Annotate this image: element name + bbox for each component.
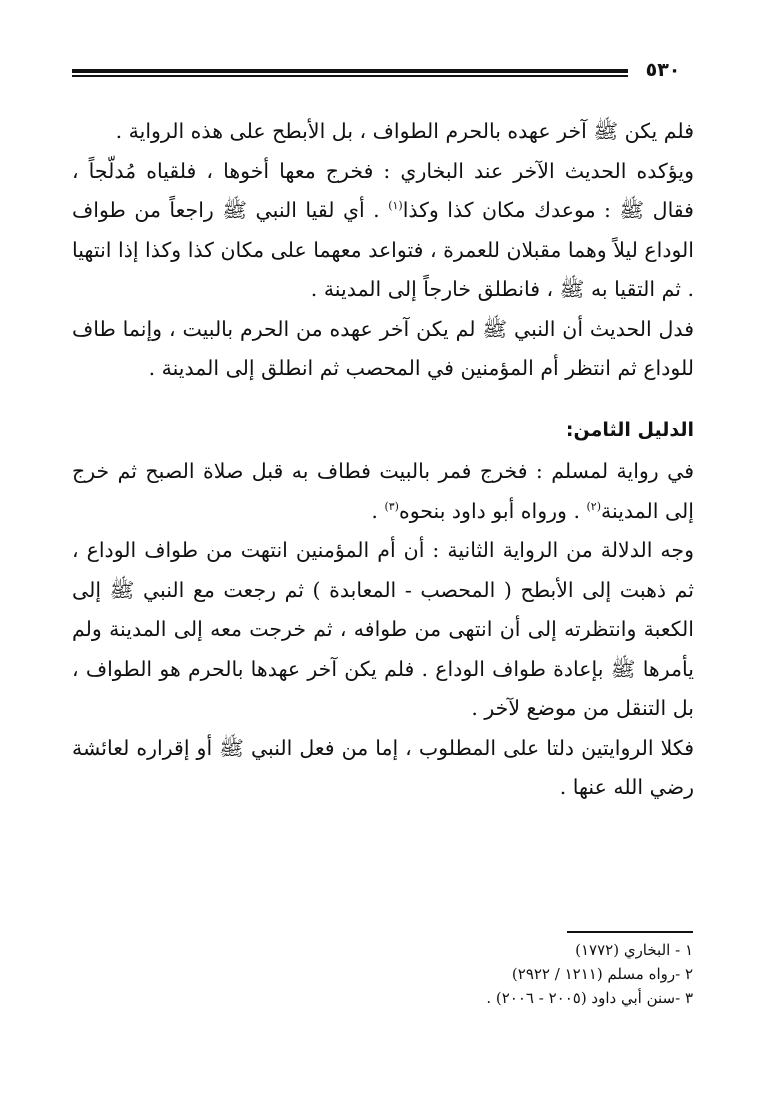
footnote: ١ - البخاري (١٧٧٢) bbox=[575, 941, 693, 959]
paragraph bbox=[72, 152, 694, 310]
paragraph-text: . أي لقيا النبي ﷺ راجعاً من طواف الوداع ليلاً وهما مقبلان للعمرة ، فتواعد معهما على مكان كذا وكذا إذا انتهيا . ثم التقيا به ﷺ ، فانطلق خارجاً إلى المدينة . bbox=[72, 198, 694, 301]
footnote: ٣ -سنن أبي داود (٢٠٠٥ - ٢٠٠٦) . bbox=[486, 989, 693, 1007]
paragraph-text: . ورواه أبو داود بنحوه bbox=[398, 498, 587, 523]
footnote-ref[interactable]: (٢) bbox=[586, 499, 602, 513]
paragraph: وجه الدلالة من الرواية الثانية : أن أم المؤمنين انتهت من طواف الوداع ، ثم ذهبت إلى الأبطح ( المحصب - المعابدة ) ثم رجعت مع النبي ﷺ إلى الكعبة وانتظرته إلى أن انتهى من طوافه ، ثم خرجت معه إلى المدينة ولم يأمرها ﷺ بإعادة طواف الوداع . فلم يكن آخر عهدها بالحرم هو الطواف ، بل التنقل من موضع لآخر . bbox=[72, 538, 694, 720]
footnote-divider bbox=[567, 931, 693, 933]
paragraph-text: . bbox=[371, 498, 385, 523]
header-rule-thin bbox=[72, 75, 628, 77]
page-number: ٥٣٠ bbox=[645, 59, 681, 81]
footnotes bbox=[293, 938, 693, 1010]
paragraph: فلم يكن ﷺ آخر عهده بالحرم الطواف ، بل الأبطح على هذه الرواية . bbox=[115, 119, 694, 143]
main-text bbox=[72, 112, 694, 808]
page-header bbox=[72, 59, 694, 84]
paragraph: فدل الحديث أن النبي ﷺ لم يكن آخر عهده من الحرم بالبيت ، وإنما طاف للوداع ثم انتظر أم المؤمنين في المحصب ثم انطلق إلى المدينة . bbox=[72, 316, 694, 380]
footnote-ref[interactable]: (٣) bbox=[384, 499, 399, 513]
paragraph-text: ويؤكده الحديث الآخر عند البخاري : فخرج معها أخوها ، فلقياه مُدلّجاً ، فقال ﷺ : موعدك مكان كذا وكذا bbox=[72, 158, 694, 222]
paragraph: فكلا الروايتين دلتا على المطلوب ، إما من فعل النبي ﷺ أو إقراره لعائشة رضي الله عنها . bbox=[72, 735, 694, 799]
footnote: ٢ -رواه مسلم (١٢١١ / ٢٩٢٢) bbox=[511, 965, 693, 983]
header-rule bbox=[72, 69, 628, 73]
footnote-ref[interactable]: (١) bbox=[388, 199, 403, 213]
paragraph bbox=[72, 452, 694, 531]
paragraph-text: في رواية لمسلم : فخرج فمر بالبيت فطاف به قبل صلاة الصبح ثم خرج إلى المدينة bbox=[72, 459, 694, 523]
section-heading: الدليل الثامن: bbox=[565, 418, 694, 441]
